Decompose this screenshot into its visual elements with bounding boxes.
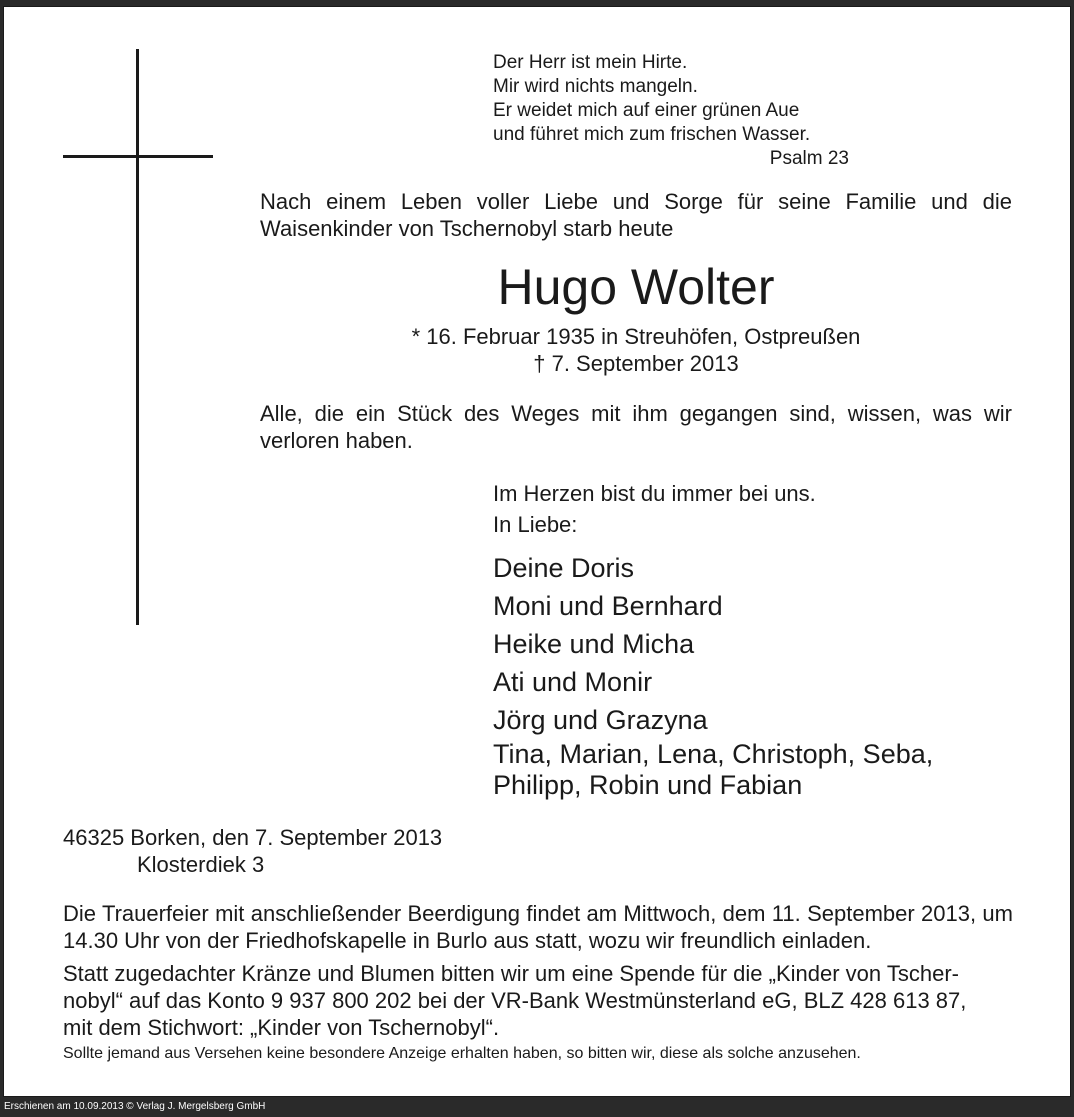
cross-horizontal-bar (63, 155, 213, 158)
donation-line: nobyl“ auf das Konto 9 937 800 202 bei der VR-Bank Westmünsterland eG, BLZ 428 613 87, (63, 988, 967, 1013)
cross-vertical-bar (136, 49, 139, 625)
mourner-name: Philipp, Robin und Fabian (493, 770, 803, 800)
obituary-notice (3, 6, 1071, 1097)
mourner-name: Tina, Marian, Lena, Christoph, Seba, (493, 739, 934, 769)
mourner-name: Deine Doris (493, 553, 635, 583)
psalm-line: Der Herr ist mein Hirte. (493, 52, 688, 73)
psalm-line: Mir wird nichts mangeln. (493, 76, 698, 97)
notice-text: Sollte jemand aus Versehen keine besondere Anzeige erhalten haben, so bitten wir, diese als solche anzusehen. (63, 1045, 861, 1062)
intro-text: Nach einem Leben voller Liebe und Sorge für seine Familie und die Waisenkinder von Tschernobyl starb heute (260, 189, 1012, 241)
closing-line: Im Herzen bist du immer bei uns. (493, 481, 816, 506)
publication-footer: Erschienen am 10.09.2013 © Verlag J. Mergelsberg GmbH (4, 1101, 266, 1112)
life-dates (260, 323, 1012, 377)
donation-line: mit dem Stichwort: „Kinder von Tschernobyl“. (63, 1015, 500, 1040)
birth-date: * 16. Februar 1935 in Streuhöfen, Ostpreußen (411, 324, 861, 349)
death-date: † 7. September 2013 (533, 351, 739, 376)
mourner-name: Heike und Micha (493, 629, 695, 659)
place-date: 46325 Borken, den 7. September 2013 (63, 825, 443, 850)
street-address: Klosterdiek 3 (137, 852, 265, 877)
closing-words (493, 478, 816, 540)
deceased-name: Hugo Wolter (497, 259, 775, 315)
memorial-quote: Alle, die ein Stück des Weges mit ihm gegangen sind, wissen, was wir verloren haben. (260, 401, 1012, 453)
donation-info (63, 960, 1013, 1041)
closing-line: In Liebe: (493, 512, 578, 537)
funeral-info: Die Trauerfeier mit anschließender Beerdigung findet am Mittwoch, dem 11. September 2013, um 14.30 Uhr von der Friedhofskapelle in Burlo aus statt, wozu wir freundlich einladen. (63, 901, 1013, 953)
mourners-list (493, 549, 933, 801)
mourner-name: Ati und Monir (493, 667, 653, 697)
mourner-name: Jörg und Grazyna (493, 705, 708, 735)
sender-address (63, 824, 442, 878)
psalm-verse (493, 51, 849, 171)
psalm-reference: Psalm 23 (769, 148, 849, 169)
psalm-line: Er weidet mich auf einer grünen Aue (493, 100, 800, 121)
mourner-name: Moni und Bernhard (493, 591, 723, 621)
psalm-line: und führet mich zum frischen Wasser. (493, 124, 811, 145)
donation-line: Statt zugedachter Kränze und Blumen bitten wir um eine Spende für die „Kinder von Tscher- (63, 961, 959, 986)
